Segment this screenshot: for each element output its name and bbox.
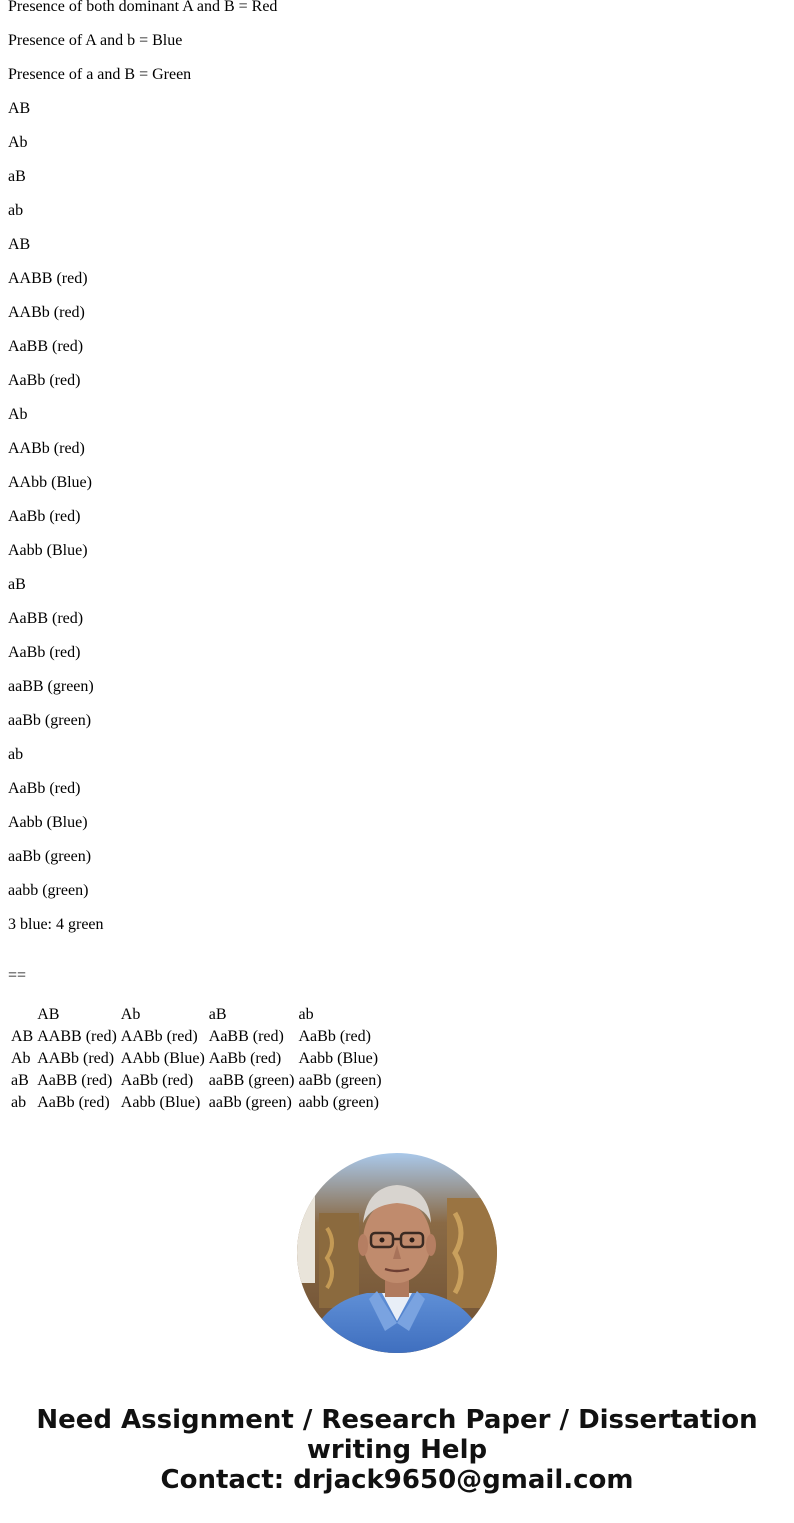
rule-red: Presence of both dominant A and B = Red [8,0,278,15]
table-cell: AaBB (red) [208,1028,284,1045]
contact-line: Contact: drjack9650@gmail.com [160,1465,634,1495]
gamete-line: aB [8,168,26,185]
genotype-line: AaBB (red) [8,610,84,627]
genotype-line: AaBb (red) [8,780,81,797]
promo-line: writing Help [306,1435,488,1465]
row-heading: aB [8,576,26,593]
punnett-square-table [8,1003,385,1115]
table-corner-cell [10,1005,34,1025]
genotype-line: AABb (red) [8,304,85,321]
table-cell: AABb (red) [37,1050,115,1067]
table-cell: AaBb (red) [37,1094,110,1111]
separator: == [8,967,27,984]
table-row [10,1093,383,1113]
row-header: AB [11,1028,34,1045]
table-cell: aabb (green) [298,1094,379,1111]
genotype-line: aaBB (green) [8,678,94,695]
table-cell: AaBb (red) [208,1050,282,1067]
genotype-line: aaBb (green) [8,712,92,729]
table-cell: aaBB (green) [208,1072,295,1089]
row-heading: AB [8,236,31,253]
genotype-line: Aabb (Blue) [8,814,88,831]
table-cell: AABb (red) [120,1028,198,1045]
table-row [10,1049,383,1069]
row-header: ab [11,1094,27,1111]
table-cell: AaBB (red) [37,1072,113,1089]
table-cell: aaBb (green) [208,1094,292,1111]
table-cell: AaBb (red) [298,1028,371,1045]
table-cell: AABB (red) [37,1028,117,1045]
genotype-line: AaBb (red) [8,508,81,525]
row-heading: ab [8,746,24,763]
gamete-line: Ab [8,134,28,151]
row-header: aB [11,1072,29,1089]
genotype-line: AaBB (red) [8,338,84,355]
table-row [10,1071,383,1091]
genotype-line: Aabb (Blue) [8,542,88,559]
table-row [10,1027,383,1047]
genotype-line: AaBb (red) [8,644,81,661]
promo-banner [0,1405,794,1495]
row-heading: Ab [8,406,28,423]
table-header-row [10,1005,383,1025]
genotype-line: aabb (green) [8,882,89,899]
table-cell: Aabb (Blue) [298,1050,379,1067]
column-header: AB [37,1006,60,1023]
column-header: ab [298,1006,314,1023]
promo-line: Need Assignment / Research Paper / Dissertation [36,1405,758,1435]
column-header: Ab [120,1006,141,1023]
gamete-line: ab [8,202,24,219]
table-cell: aaBb (green) [298,1072,382,1089]
table-cell: AAbb (Blue) [120,1050,205,1067]
genotype-line: AAbb (Blue) [8,474,92,491]
column-header: aB [208,1006,227,1023]
genotype-line: AABb (red) [8,440,85,457]
author-avatar [297,1153,497,1353]
gamete-line: AB [8,100,31,117]
row-header: Ab [11,1050,31,1067]
rule-blue: Presence of A and b = Blue [8,32,183,49]
genotype-line: AaBb (red) [8,372,81,389]
table-cell: AaBb (red) [120,1072,194,1089]
genotype-line: aaBb (green) [8,848,92,865]
rule-green: Presence of a and B = Green [8,66,192,83]
table-cell: Aabb (Blue) [120,1094,201,1111]
ratio-summary: 3 blue: 4 green [8,916,104,933]
genotype-line: AABB (red) [8,270,88,287]
document-body [8,0,786,942]
